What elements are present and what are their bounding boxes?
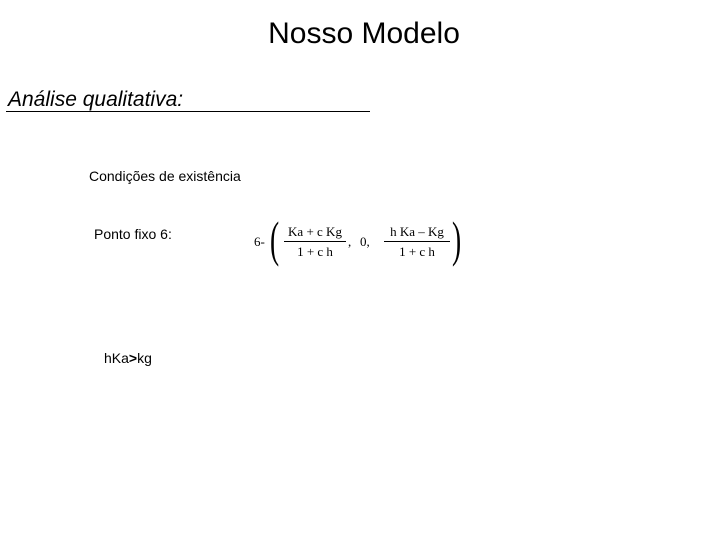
formula-middle: 0, [360, 234, 370, 249]
formula-prefix: 6- [254, 234, 265, 249]
slide-title: Nosso Modelo [268, 17, 460, 50]
fraction-1-numerator: Ka + c Kg [288, 224, 342, 239]
fraction-2-bar [384, 241, 450, 242]
fraction-2-denominator: 1 + c h [399, 244, 435, 259]
conditions-label: Condições de existência [89, 168, 241, 184]
right-paren: ) [452, 211, 462, 267]
section-subtitle: Análise qualitativa: [8, 88, 184, 111]
formula-fraction-2 [384, 224, 450, 260]
condition-operator: > [128, 350, 138, 366]
existence-condition [104, 348, 152, 368]
subtitle-underline [6, 111, 370, 112]
condition-left: hKa [104, 350, 129, 366]
formula-fraction-1 [284, 224, 346, 260]
condition-right: kg [137, 350, 152, 366]
fixed-point-formula [254, 212, 468, 274]
fraction-1-denominator: 1 + c h [297, 244, 333, 259]
fraction-1-bar [284, 241, 346, 242]
formula-separator: , [348, 234, 352, 249]
fixed-point-label: Ponto fixo 6: [94, 226, 172, 242]
fraction-2-numerator: h Ka – Kg [390, 224, 444, 239]
left-paren: ( [270, 211, 280, 267]
